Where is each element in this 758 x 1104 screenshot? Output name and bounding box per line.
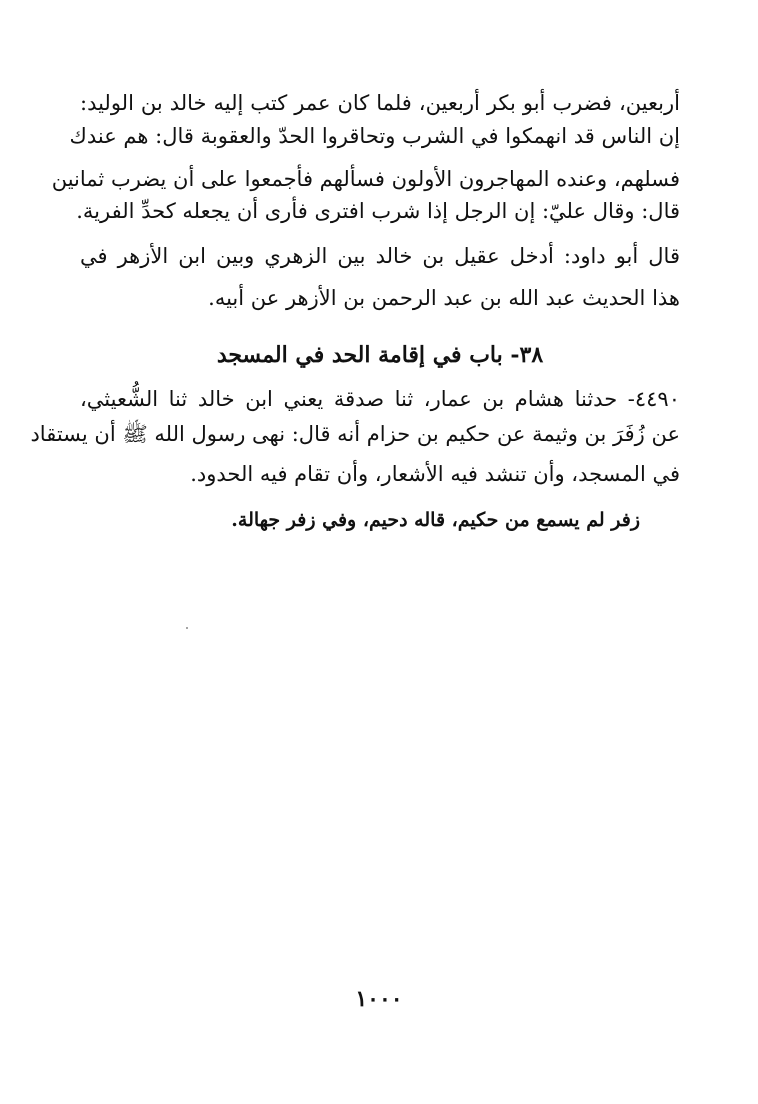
hadith-line-2: عن زُفَرَ بن وثيمة عن حكيم بن حزام أنه قال: نهى رسول الله ﷺ أن يستقاد (30, 422, 680, 446)
paragraph-1-line-2: إن الناس قد انهمكوا في الشرب وتحاقروا الحدّ والعقوبة قال: هم عندك (69, 124, 680, 148)
hadith-line-1: ٤٤٩٠- حدثنا هشام بن عمار، ثنا صدقة يعني ابن خالد ثنا الشُّعيثي، (80, 387, 680, 411)
paragraph-1-line-1: أربعين، فضرب أبو بكر أربعين، فلما كان عمر كتب إليه خالد بن الوليد: (80, 91, 680, 115)
chapter-heading: ٣٨- باب في إقامة الحد في المسجد (216, 342, 544, 368)
paragraph-2-line-1: قال أبو داود: أدخل عقيل بن خالد بين الزهري وبين ابن الأزهر في (80, 244, 680, 268)
paragraph-1-line-4: قال: وقال عليّ: إن الرجل إذا شرب افترى فأرى أن يجعله كحدِّ الفرية. (76, 199, 680, 223)
paragraph-1-line-3: فسلهم، وعنده المهاجرون الأولون فسألهم فأجمعوا على أن يضرب ثمانين (51, 167, 680, 191)
page-number: ١٠٠٠ (355, 986, 403, 1012)
scan-speck (186, 627, 188, 629)
paragraph-2-line-2: هذا الحديث عبد الله بن عبد الرحمن بن الأزهر عن أبيه. (208, 286, 680, 310)
hadith-line-3: في المسجد، وأن تنشد فيه الأشعار، وأن تقام فيه الحدود. (190, 462, 680, 486)
grading-note: زفر لم يسمع من حكيم، قاله دحيم، وفي زفر جهالة. (231, 509, 640, 531)
